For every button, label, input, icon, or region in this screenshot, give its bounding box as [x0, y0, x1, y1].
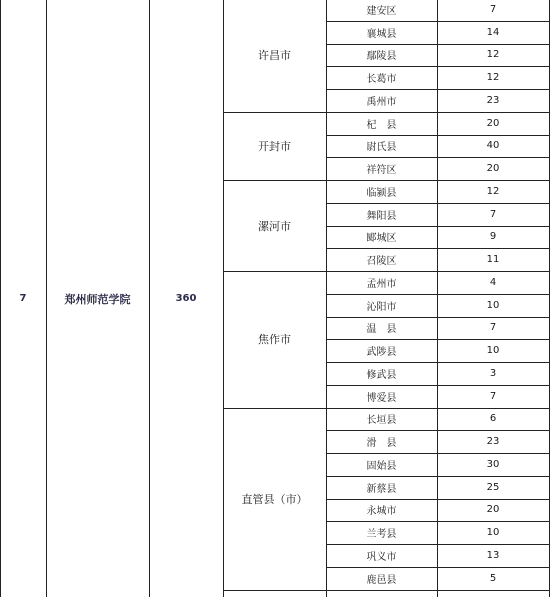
county-count: 25 — [486, 481, 500, 493]
county-count: 7 — [489, 208, 497, 220]
county-count: 20 — [486, 117, 500, 129]
county-name: 巩义市 — [366, 551, 397, 563]
county-name: 鄢陵县 — [366, 51, 397, 63]
county-count: 11 — [486, 254, 500, 266]
county-name: 禹州市 — [366, 96, 397, 108]
county-name: 临颍县 — [366, 187, 397, 199]
county-count: 6 — [489, 413, 497, 425]
city-cell: 漯河市 — [258, 219, 291, 233]
county-name: 襄城县 — [366, 28, 397, 40]
city-cell: 焦作市 — [258, 333, 291, 347]
county-name: 武陟县 — [366, 347, 397, 359]
table-border — [326, 590, 550, 591]
county-count: 3 — [489, 367, 497, 379]
county-count: 40 — [486, 140, 500, 152]
county-name: 兰考县 — [366, 529, 397, 541]
table-border — [149, 0, 150, 597]
county-name: 鹿邑县 — [366, 574, 397, 586]
county-count: 20 — [486, 163, 500, 175]
county-name: 尉氏县 — [366, 142, 397, 154]
county-name: 建安区 — [366, 5, 397, 17]
county-name: 温 县 — [366, 324, 397, 336]
table-border — [46, 0, 47, 597]
row-index: 7 — [19, 293, 27, 304]
county-count: 12 — [486, 185, 500, 197]
county-count: 4 — [489, 276, 497, 288]
county-name: 博爱县 — [366, 392, 397, 404]
county-name: 召陵区 — [366, 256, 397, 268]
county-count: 12 — [486, 49, 500, 61]
school-name: 郑州师范学院 — [64, 292, 131, 306]
county-count: 20 — [486, 504, 500, 516]
county-name: 沁阳市 — [366, 301, 397, 313]
county-count: 7 — [489, 3, 497, 15]
county-name: 郾城区 — [366, 233, 397, 245]
county-name: 滑 县 — [366, 438, 397, 450]
county-count: 30 — [486, 458, 500, 470]
county-name: 舞阳县 — [366, 210, 397, 222]
county-name: 孟州市 — [366, 278, 397, 290]
county-count: 7 — [489, 322, 497, 334]
city-cell: 许昌市 — [258, 48, 291, 62]
county-count: 23 — [486, 94, 500, 106]
city-cell: 直管县（市） — [241, 492, 308, 506]
county-count: 12 — [486, 72, 500, 84]
county-name: 祥符区 — [366, 165, 397, 177]
county-name: 长葛市 — [366, 74, 397, 86]
county-count: 23 — [486, 436, 500, 448]
county-count: 10 — [486, 527, 500, 539]
county-name: 杞 县 — [366, 119, 397, 131]
county-name: 永城市 — [366, 506, 397, 518]
county-count: 7 — [489, 390, 497, 402]
county-count: 5 — [489, 572, 497, 584]
county-count: 13 — [486, 549, 500, 561]
county-count: 9 — [489, 231, 497, 243]
total-quota: 360 — [175, 293, 197, 304]
county-count: 14 — [486, 26, 500, 38]
county-count: 10 — [486, 345, 500, 357]
county-name: 修武县 — [366, 369, 397, 381]
city-cell: 开封市 — [258, 139, 291, 153]
county-name: 长垣县 — [366, 415, 397, 427]
county-name: 固始县 — [366, 460, 397, 472]
county-name: 新蔡县 — [366, 483, 397, 495]
county-count: 10 — [486, 299, 500, 311]
table-border — [0, 0, 1, 597]
